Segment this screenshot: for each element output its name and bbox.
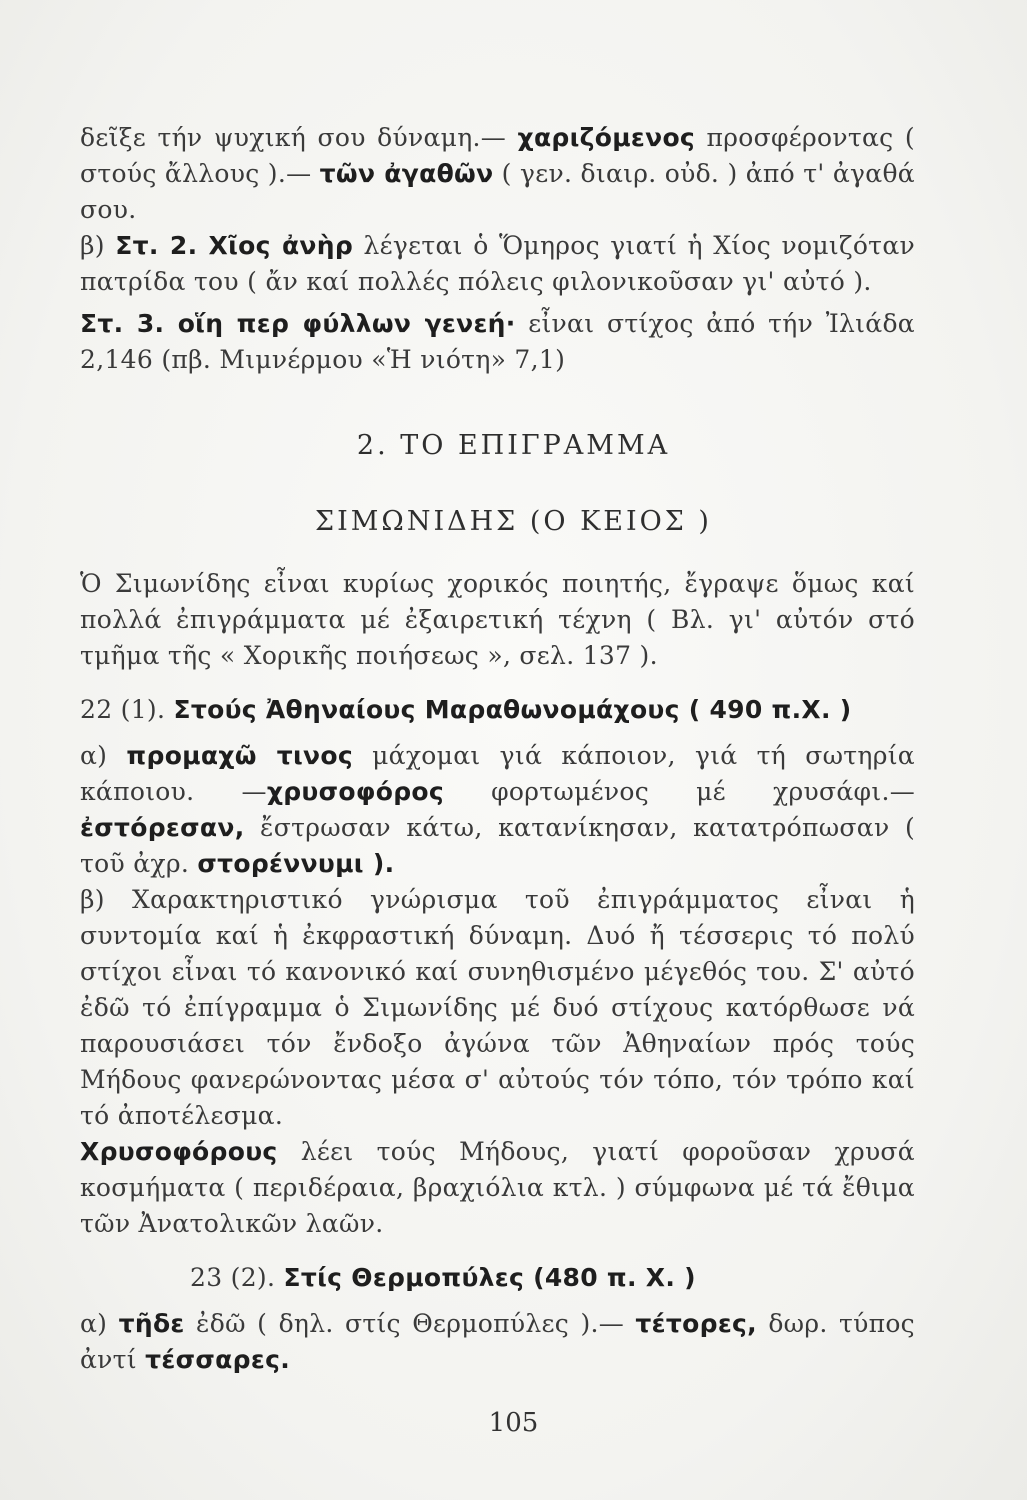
note-text: β) (80, 231, 116, 260)
lemma: στορέννυμι ). (197, 849, 395, 878)
note-22-b: β) Χαρακτηριστικό γνώρισμα τοῦ ἐπιγράμματος εἶναι ἡ συντομία καί ἡ ἐκφραστική δύναμη. Δυό ἤ τέσσερις τό πολύ στίχοι εἶναι τό κανονικό καί συνηθισμένο μέγεθός του. Σ' αὐτό ἐδῶ τό ἐπίγραμμα ὁ Σιμωνίδης μέ δυό στίχους κατόρθωσε νά παρουσιάσει τόν ἔνδοξο ἀγώνα τῶν Ἀθηναίων πρός τούς Μήδους φανερώνοντας μέσα σ' αὐτούς τόν τόπο, τόν τρόπο καί τό ἀποτέλεσμα. (80, 885, 915, 1130)
lemma: τέσσαρες. (145, 1345, 290, 1374)
note-23-a (80, 1306, 915, 1378)
lemma: ἐστόρεσαν, (80, 813, 245, 842)
author-heading: ΣΙΜΩΝΙΔΗΣ (Ο ΚΕΙΟΣ ) (315, 506, 712, 537)
note-22-a (80, 738, 915, 882)
note-text: λέγεται ὁ Ὅμηρος γιατί ἡ Χίος νομιζόταν πατρίδα του ( ἄν καί πολλές πόλεις φιλονικοῦσαν γι' αὐτό ). (80, 231, 915, 296)
lemma: προμαχῶ τινος (126, 741, 353, 770)
epigram-22-heading (80, 692, 915, 728)
simonides-section (80, 566, 915, 1378)
lemma: τῶν ἀγαθῶν (319, 159, 494, 188)
epigram-number: 23 (2). (190, 1263, 284, 1292)
note-text: ἔστρωσαν κάτω, κατανίκησαν, κατατρόπωσαν ( τοῦ ἀχρ. (80, 813, 915, 878)
lemma: Στ. 3. οἵη περ φύλλων γενεή· (80, 309, 516, 338)
lemma: τέτορες, (635, 1309, 757, 1338)
note-text: ἐδῶ ( δηλ. στίς Θερμοπύλες ).— (184, 1309, 636, 1338)
paragraph-note-1 (80, 120, 915, 228)
intro-paragraph: Ὁ Σιμωνίδης εἶναι κυρίως χορικός ποιητής, ἔγραψε ὅμως καί πολλά ἐπιγράμματα μέ ἐξαιρετική τέχνη ( Βλ. γι' αὐτόν στό τμῆμα τῆς « Χορικῆς ποιήσεως », σελ. 137 ). (80, 569, 915, 670)
epigram-title: Στίς Θερμοπύλες (480 π. Χ. ) (283, 1263, 696, 1292)
commentary-continued (80, 120, 915, 378)
note-text: ( γεν. διαιρ. οὐδ. ) ἀπό τ' ἀγαθά σου. (80, 159, 915, 224)
note-text: προσφέροντας ( στούς ἄλλους ).— (80, 123, 915, 188)
note-text: φορτωμένος μέ χρυσάφι.— (443, 777, 916, 806)
note-text: δεῖξε τήν ψυχική σου δύναμη.— (80, 123, 518, 152)
epigram-23-heading (80, 1260, 915, 1296)
lemma: Στ. 2. Χῖος ἀνὴρ (115, 231, 354, 260)
page-number: 105 (488, 1408, 539, 1438)
note-22-c (80, 1134, 915, 1242)
epigram-title: Στούς Ἀθηναίους Μαραθωνομάχους ( 490 π.Χ. ) (173, 695, 852, 724)
note-text: α) (80, 741, 127, 770)
note-text: εἶναι στίχος ἀπό τήν Ἰλιάδα 2,146 (πβ. Μιμνέρμου «Ἡ νιότη» 7,1) (80, 309, 915, 374)
lemma: χαριζόμενος (517, 123, 696, 152)
section-heading: 2. ΤΟ ΕΠΙΓΡΑΜΜΑ (356, 430, 671, 461)
paragraph-note-3 (80, 306, 915, 378)
note-text: δωρ. τύπος ἀντί (80, 1309, 915, 1374)
lemma: χρυσοφόρος (266, 777, 444, 806)
note-text: α) (80, 1309, 119, 1338)
epigram-number: 22 (1). (80, 695, 174, 724)
lemma: τῆδε (118, 1309, 185, 1338)
note-text: μάχομαι γιά κάποιον, γιά τή σωτηρία κάποιου. — (80, 741, 915, 806)
note-text: λέει τούς Μήδους, γιατί φοροῦσαν χρυσά κοσμήματα ( περιδέραια, βραχιόλια κτλ. ) σύμφωνα μέ τά ἔθιμα τῶν Ἀνατολικῶν λαῶν. (80, 1137, 915, 1238)
paragraph-note-2 (80, 228, 915, 300)
lemma: Χρυσοφόρους (80, 1137, 278, 1166)
